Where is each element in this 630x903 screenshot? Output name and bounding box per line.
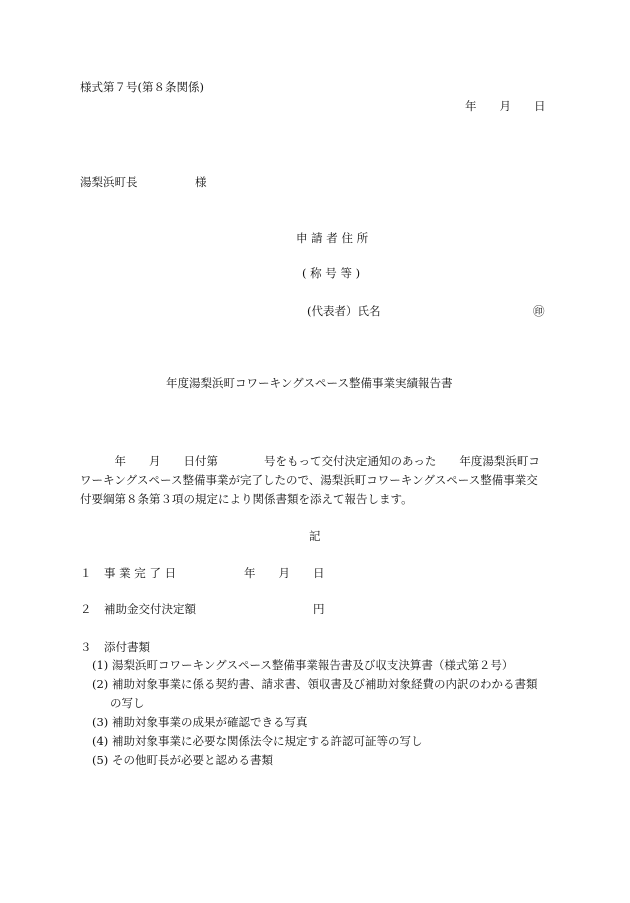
item1-value: 年 月 日: [244, 566, 325, 580]
item2-label: 補助金交付決定額: [104, 602, 196, 616]
form-number: 様式第７号(第８条関係): [80, 80, 204, 94]
document-title: 年度湯梨浜町コワーキングスペース整備事業実績報告書: [166, 376, 453, 390]
item3-number: ３: [80, 640, 92, 654]
applicant-address-label: 申 請 者 住 所: [296, 231, 369, 245]
list-item: (1) 湯梨浜町コワーキングスペース整備事業報告書及び収支決算書（様式第２号）: [92, 658, 514, 672]
list-item: (4) 補助対象事業に必要な関係法令に規定する許認可証等の写し: [92, 734, 423, 748]
list-item-continuation: の写し: [110, 696, 145, 710]
representative-label: (代表者）氏名: [307, 304, 381, 318]
item2-value: 円: [313, 602, 325, 616]
seal-mark: ㊞: [533, 304, 545, 318]
ki-heading: 記: [309, 529, 321, 543]
date-line: 年 月 日: [465, 99, 546, 113]
item2-number: ２: [80, 602, 92, 616]
addressee: 湯梨浜町長 様: [80, 175, 207, 189]
item3-label: 添付書類: [104, 640, 150, 654]
item1-number: １: [80, 566, 92, 580]
list-item: (3) 補助対象事業の成果が確認できる写真: [92, 715, 308, 729]
list-item: (5) その他町長が必要と認める書類: [92, 753, 273, 767]
body-paragraph: [80, 452, 550, 509]
attachment-list: [92, 656, 537, 770]
body-line: 付要綱第８条第３項の規定により関係書類を添えて報告します。: [80, 492, 413, 506]
list-item: (2) 補助対象事業に係る契約書、請求書、領収書及び補助対象経費の内訳のわかる書類: [92, 677, 538, 691]
body-line: ワーキングスペース整備事業が完了したので、湯梨浜町コワーキングスペース整備事業交: [80, 473, 538, 487]
applicant-name-label: ( 称 号 等 ): [302, 266, 361, 280]
item1-label: 事 業 完 了 日: [104, 566, 177, 580]
body-line: 年 月 日付第 号をもって交付決定通知のあった 年度湯梨浜町コ: [80, 454, 540, 468]
